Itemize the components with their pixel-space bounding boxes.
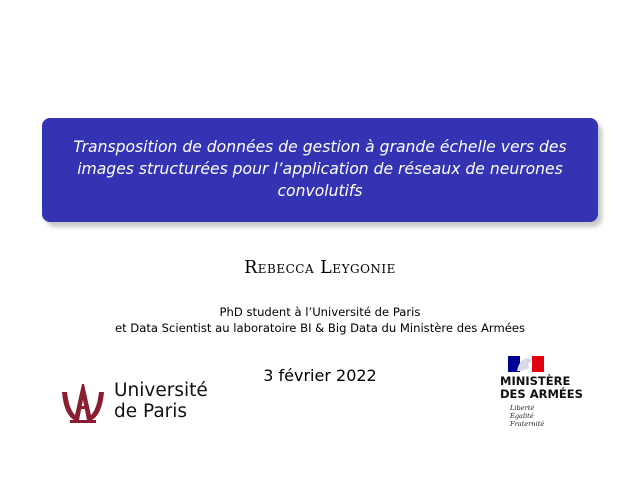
motto-fraternite: Fraternité — [510, 420, 545, 428]
title-line: images structurées pour l’application de réseaux de neurones — [77, 160, 563, 178]
logo-text-de-paris: de Paris — [114, 401, 188, 422]
logo-text-universite: Université — [114, 380, 208, 401]
title-block — [42, 118, 598, 222]
author-name: Rebecca Leygonie — [244, 258, 396, 278]
ministere-title-line: DES ARMÉES — [500, 387, 583, 401]
ministere-title-line: MINISTÈRE — [500, 374, 571, 388]
universite-de-paris-logo — [60, 378, 210, 428]
marianne-flag-icon — [508, 356, 544, 372]
presentation-date: 3 février 2022 — [263, 366, 377, 385]
motto-liberte: Liberté — [510, 404, 535, 412]
affiliation — [0, 304, 640, 336]
ministere-des-armees-logo — [500, 352, 600, 442]
motto-egalite: Égalité — [510, 412, 534, 420]
affiliation-line: et Data Scientist au laboratoire BI & Big Data du Ministère des Armées — [114, 321, 526, 335]
title-line: convolutifs — [277, 182, 363, 200]
title-line: Transposition de données de gestion à grande échelle vers des — [73, 138, 567, 156]
universite-de-paris-emblem-icon — [60, 380, 108, 424]
affiliation-line: PhD student à l’Université de Paris — [219, 305, 421, 319]
